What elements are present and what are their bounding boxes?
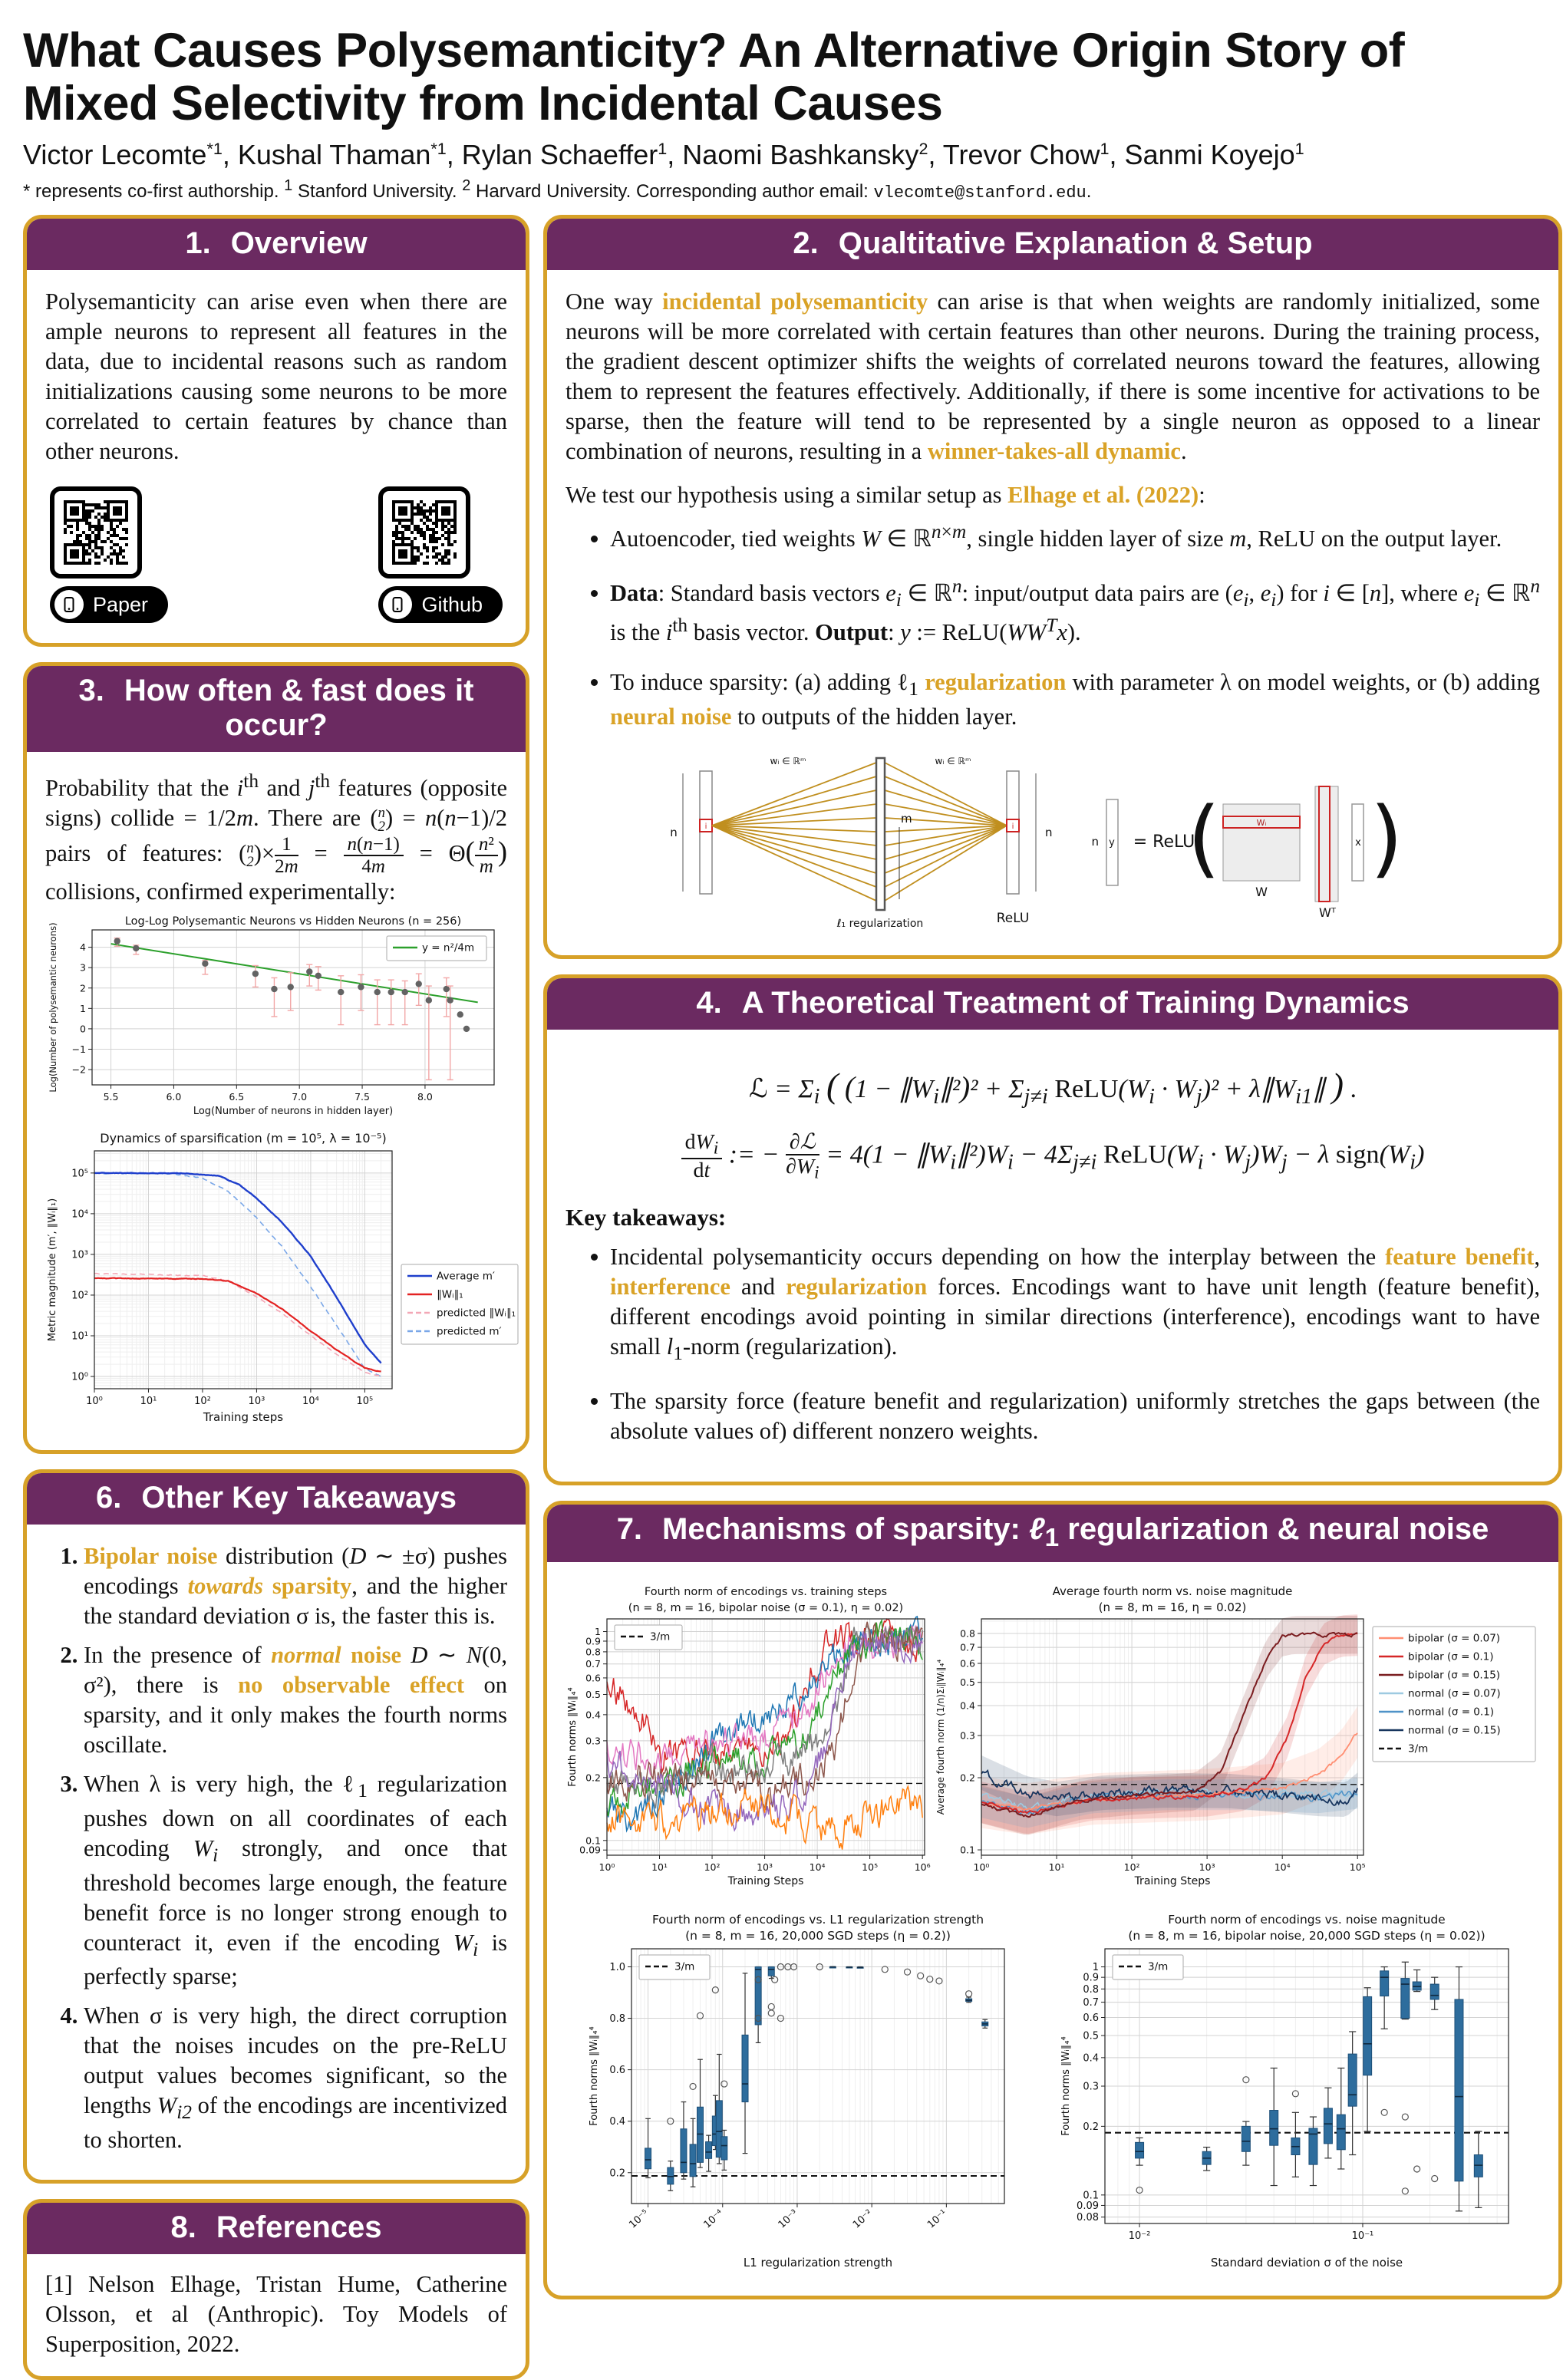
github-qr-unit xyxy=(378,486,503,623)
qr-row xyxy=(50,486,503,623)
section-overview xyxy=(23,215,529,647)
section-how-often xyxy=(23,662,529,1454)
authors-line: Victor Lecomte$^{*1}$, Kushal Thaman$^{*1}$, Rylan Schaeffer$^1$, Naomi Bashkansky$^2$, Trevor Chow$^1$, Sanmi Koyejo$^1$ xyxy=(23,138,1304,170)
svg-text:10⁻³: 10⁻³ xyxy=(776,2207,800,2231)
svg-text:0.1: 0.1 xyxy=(1082,2190,1099,2202)
svg-text:Average fourth norm vs. noise: Average fourth norm vs. noise magnitude xyxy=(1052,1584,1293,1598)
svg-text:0.8: 0.8 xyxy=(960,1627,975,1640)
qualitative-paragraph-1: One way incidental polysemanticity can arise is that when weights are randomly initialized, some neurons will be more correlated with certain features than other neurons. During the training process, the gradient descent optimizer shifts the weights of correlated neurons toward the features, allowing them to represent the features effectively. Additionally, if there is some incentive for activations to be sparse, then the feature will tend to be represented by a single neuron as opposed to a linear combination of neurons, resulting in a winner-takes-all dynamic. xyxy=(566,288,1540,464)
svg-text:normal (σ = 0.1): normal (σ = 0.1) xyxy=(1408,1706,1495,1719)
svg-text:10⁻⁵: 10⁻⁵ xyxy=(626,2207,651,2231)
svg-text:10⁵: 10⁵ xyxy=(1349,1861,1366,1873)
section-heading: Other Key Takeaways xyxy=(141,1481,457,1515)
svg-text:6.5: 6.5 xyxy=(229,1090,245,1103)
svg-text:n: n xyxy=(1045,825,1053,839)
svg-text:−2: −2 xyxy=(71,1063,86,1076)
qualitative-paragraph-2: We test our hypothesis using a similar setup as Elhage et al. (2022): xyxy=(566,481,1205,508)
paper-qr-code xyxy=(50,486,142,579)
svg-text:0.4: 0.4 xyxy=(608,2116,625,2128)
svg-text:0.08: 0.08 xyxy=(1076,2212,1099,2224)
svg-text:0.5: 0.5 xyxy=(1082,2030,1099,2042)
svg-text:5.5: 5.5 xyxy=(103,1090,119,1103)
affiliation-note: * represents co-first authorship. $^1$ Stanford University. $^2$ Harvard University. Corresponding author email: vlecomte@stanford.edu. xyxy=(23,176,1092,203)
svg-text:4: 4 xyxy=(80,941,86,954)
svg-text:0.6: 0.6 xyxy=(1082,2012,1099,2024)
section-heading: Mechanisms of sparsity: ℓ$_1$ regularization & neural noise xyxy=(662,1511,1489,1552)
svg-text:Standard deviation σ of the no: Standard deviation σ of the noise xyxy=(1210,2255,1403,2270)
svg-text:10¹: 10¹ xyxy=(140,1396,157,1408)
svg-text:0.09: 0.09 xyxy=(579,1844,601,1856)
svg-text:(n = 8, m = 16, bipolar noise,: (n = 8, m = 16, bipolar noise, 20,000 SGD steps (η = 0.02)) xyxy=(1127,1928,1486,1943)
svg-text:y: y xyxy=(1109,836,1115,849)
svg-text:bipolar (σ = 0.15): bipolar (σ = 0.15) xyxy=(1408,1669,1501,1682)
phone-icon xyxy=(383,590,412,619)
section-heading: References xyxy=(216,2210,382,2245)
svg-text:Training Steps: Training Steps xyxy=(727,1874,804,1887)
svg-text:Fourth norm of encodings vs. t: Fourth norm of encodings vs. training steps xyxy=(644,1585,888,1598)
svg-text:10⁶: 10⁶ xyxy=(914,1861,931,1873)
chart-fourth-norm-vs-noise-box xyxy=(1059,1909,1519,2280)
svg-text:10⁻²: 10⁻² xyxy=(850,2207,875,2231)
svg-text:3/m: 3/m xyxy=(674,1960,694,1973)
svg-text:1: 1 xyxy=(1092,1961,1099,1973)
svg-text:0.4: 0.4 xyxy=(1082,2052,1099,2065)
section-heading: Qualtitative Explanation & Setup xyxy=(838,226,1313,260)
reference-entry: [1] Nelson Elhage, Tristan Hume, Catherine Olsson, et al (Anthropic). Toy Models of Superposition, 2022. xyxy=(45,2271,507,2358)
svg-text:∥Wᵢ∥₁: ∥Wᵢ∥₁ xyxy=(437,1288,463,1301)
svg-text:predicted ∥Wᵢ∥₁: predicted ∥Wᵢ∥₁ xyxy=(437,1307,516,1320)
autoencoder-diagram xyxy=(566,752,1540,940)
svg-text:0.4: 0.4 xyxy=(585,1709,601,1721)
svg-text:10⁻¹: 10⁻¹ xyxy=(1351,2230,1373,2242)
svg-text:0.7: 0.7 xyxy=(1082,1997,1099,2009)
svg-text:10²: 10² xyxy=(194,1396,211,1408)
svg-text:0.6: 0.6 xyxy=(585,1672,601,1684)
right-column xyxy=(543,215,1562,2299)
svg-text:10²: 10² xyxy=(704,1861,720,1873)
svg-text:0.6: 0.6 xyxy=(608,2065,625,2077)
svg-text:10³: 10³ xyxy=(757,1861,773,1873)
section-references-header xyxy=(27,2203,526,2254)
svg-text:8.0: 8.0 xyxy=(417,1090,433,1103)
svg-text:0.09: 0.09 xyxy=(1076,2200,1099,2212)
svg-text:Fourth norms ∥Wᵢ∥₄⁴: Fourth norms ∥Wᵢ∥₄⁴ xyxy=(588,2026,600,2126)
svg-text:Fourth norm of encodings vs. L: Fourth norm of encodings vs. L1 regularization strength xyxy=(651,1912,984,1927)
svg-text:1: 1 xyxy=(595,1625,601,1637)
phone-icon xyxy=(54,590,84,619)
svg-text:0.3: 0.3 xyxy=(1082,2081,1099,2093)
svg-text:(n = 8, m = 16, bipolar noise: (n = 8, m = 16, bipolar noise (σ = 0.1), η = 0.02) xyxy=(628,1601,904,1614)
paper-link-button[interactable] xyxy=(50,586,168,623)
svg-text:Average fourth norm (1/n)Σᵢ∥Wᵢ: Average fourth norm (1/n)Σᵢ∥Wᵢ∥₄⁴ xyxy=(935,1659,946,1815)
github-qr-code xyxy=(378,486,470,579)
svg-text:Fourth norms ∥Wᵢ∥₄⁴: Fourth norms ∥Wᵢ∥₄⁴ xyxy=(1060,2036,1072,2136)
svg-text:Log(Number of neurons in hidde: Log(Number of neurons in hidden layer) xyxy=(193,1105,394,1117)
paper-qr-unit xyxy=(50,486,168,623)
section-heading: How often & fast does it occur? xyxy=(124,673,474,742)
svg-text:3: 3 xyxy=(80,961,86,974)
svg-text:wᵢ ∈ ℝᵐ: wᵢ ∈ ℝᵐ xyxy=(770,755,806,766)
svg-text:normal (σ = 0.07): normal (σ = 0.07) xyxy=(1408,1687,1501,1700)
svg-text:ℓ₁ regularization: ℓ₁ regularization xyxy=(836,917,924,930)
key-takeaway: • The sparsity force (feature benefit and regularization) uniformly stretches the gaps between (the absolute values of) different nonzero weights. xyxy=(610,1386,1540,1446)
svg-text:m: m xyxy=(901,811,912,826)
svg-text:Wᵀ: Wᵀ xyxy=(1319,905,1336,920)
poster-columns xyxy=(23,215,1540,2380)
section-number: 2. xyxy=(793,226,819,260)
key-takeaway: • Incidental polysemanticity occurs depending on how the interplay between the feature benefit, interference and regularization forces. Encodings want to have unit length (feature benefit), different encodings avoid pointing in similar directions (interference), encodings want to have small $l_1$-norm (regularization). xyxy=(610,1242,1540,1366)
svg-text:i: i xyxy=(704,822,707,831)
svg-text:0.5: 0.5 xyxy=(960,1676,975,1689)
section-mechanisms-header xyxy=(547,1505,1558,1562)
chart-loglog-polysemantic xyxy=(46,910,506,1128)
svg-text:0.7: 0.7 xyxy=(960,1641,975,1653)
svg-text:0.2: 0.2 xyxy=(1082,2121,1099,2133)
svg-text:(: ( xyxy=(1187,788,1221,887)
svg-text:10¹: 10¹ xyxy=(651,1861,668,1873)
section-references xyxy=(23,2199,529,2380)
left-column xyxy=(23,215,529,2380)
svg-text:10⁴: 10⁴ xyxy=(71,1208,88,1221)
svg-text:10⁴: 10⁴ xyxy=(1274,1861,1291,1873)
how-often-body: Probability that the $i^{th}$ and $j^{th}$ features (opposite signs) collide = 1/2m. There are ( n 2 ) = n(n−1)/2 pairs of features: ( n 2 )× $\frac{1}{2m}$ = $\frac{n(n-1)}{4m}$ = Θ( $\frac{\text{n²}}{m}$ ) collisions, confirmed experimentally: xyxy=(45,770,508,905)
section-heading: Overview xyxy=(230,226,368,260)
svg-text:6.0: 6.0 xyxy=(166,1090,182,1103)
paper-link-label: Paper xyxy=(93,592,149,616)
svg-text:0.6: 0.6 xyxy=(960,1657,975,1670)
svg-text:10⁵: 10⁵ xyxy=(862,1861,879,1873)
svg-text:10⁻⁴: 10⁻⁴ xyxy=(701,2207,726,2231)
svg-text:10⁰: 10⁰ xyxy=(598,1861,615,1873)
section-other-takeaways xyxy=(23,1469,529,2184)
svg-text:0.9: 0.9 xyxy=(1082,1972,1099,1984)
svg-text:10³: 10³ xyxy=(71,1249,88,1261)
section-number: 6. xyxy=(96,1481,122,1515)
section-heading: A Theoretical Treatment of Training Dynamics xyxy=(741,985,1410,1020)
svg-text:x: x xyxy=(1355,836,1361,849)
section-theory xyxy=(543,974,1562,1485)
svg-text:10⁰: 10⁰ xyxy=(973,1861,990,1873)
github-link-label: Github xyxy=(421,592,483,616)
takeaways-list xyxy=(45,1541,507,2155)
setup-bullet-list xyxy=(566,519,1540,732)
svg-text:0.8: 0.8 xyxy=(1082,1983,1099,1996)
takeaway-item: 3. When λ is very high, the ℓ$_1$ regularization pushes down on all coordinates of each encoding $W_i$ strongly, and once that threshold becomes large enough, the feature benefit force is no longer strong enough to counteract it, even if the encoding $W_i$ is perfectly sparse; xyxy=(84,1769,507,1992)
svg-text:7.5: 7.5 xyxy=(354,1090,371,1103)
key-takeaways-label: Key takeaways: xyxy=(566,1204,727,1231)
section-number: 8. xyxy=(170,2210,196,2245)
section-overview-header xyxy=(27,219,526,270)
svg-text:bipolar (σ = 0.1): bipolar (σ = 0.1) xyxy=(1408,1650,1494,1663)
svg-text:3/m: 3/m xyxy=(1147,1960,1168,1973)
svg-text:L1 regularization strength: L1 regularization strength xyxy=(743,2255,892,2270)
section-number: 3. xyxy=(78,673,104,707)
svg-text:10⁴: 10⁴ xyxy=(302,1396,319,1408)
takeaway-item: 4. When σ is very high, the direct corruption that the noises incudes on the pre-ReLU output values becomes significant, so the lengths $W_{i2}$ of the encodings are incentivized to shorten. xyxy=(84,2001,507,2155)
svg-text:0.7: 0.7 xyxy=(585,1658,601,1670)
section-number: 4. xyxy=(696,985,722,1020)
section-number: 1. xyxy=(185,226,211,260)
setup-bullet: • Autoencoder, tied weights W ∈ ℝ$^{n\times m}$, single hidden layer of size m, ReLU on the output layer. xyxy=(610,519,1540,554)
svg-text:Metric magnitude (m′, ∥Wᵢ∥₁): Metric magnitude (m′, ∥Wᵢ∥₁) xyxy=(47,1198,58,1342)
svg-text:10¹: 10¹ xyxy=(71,1330,88,1343)
chart-fourth-norm-vs-l1 xyxy=(587,1909,1017,2280)
chart-dynamics-sparsification xyxy=(45,1128,521,1435)
svg-text:i: i xyxy=(1011,822,1014,831)
gradient-equation: $\frac{dW_i}{dt}$ := − $\frac{\text{∂ℒ}}{\partial W_i}$ = $4(1 - \parallel W_i\parallel^2)W_i - 4\Sigma_{j\ne i}$ $ReLU(W_i \cdot W_j)W_j - \lambda$ $sign(W_i)$ xyxy=(566,1131,1540,1183)
svg-text:0.9: 0.9 xyxy=(585,1635,601,1647)
svg-text:(n = 8, m = 16, η = 0.02): (n = 8, m = 16, η = 0.02) xyxy=(1098,1600,1247,1614)
svg-text:n: n xyxy=(1091,834,1099,849)
svg-text:−1: −1 xyxy=(71,1043,86,1055)
svg-text:wᵢ ∈ ℝᵐ: wᵢ ∈ ℝᵐ xyxy=(935,755,971,766)
section-qualitative xyxy=(543,215,1562,959)
svg-text:10²: 10² xyxy=(1123,1861,1140,1873)
svg-text:(n = 8, m = 16, 20,000 SGD ste: (n = 8, m = 16, 20,000 SGD steps (η = 0.2)) xyxy=(684,1928,951,1943)
overview-body: Polysemanticity can arise even when there are ample neurons to represent all features in the data, due to incidental reasons such as random initializations causing some neurons to be more correlated to certain features by chance than other neurons. xyxy=(45,288,507,464)
key-takeaways-list xyxy=(566,1242,1540,1446)
takeaway-item: 2. In the presence of normal noise D ∼ N(0, σ²), there is no observable effect on sparsity, and it only makes the fourth norms oscillate. xyxy=(84,1640,507,1760)
poster-header xyxy=(23,25,1540,203)
chart-fourth-norm-vs-steps xyxy=(566,1581,934,1898)
svg-text:1: 1 xyxy=(80,1002,86,1014)
svg-text:10³: 10³ xyxy=(248,1396,265,1408)
setup-bullet: • To induce sparsity: (a) adding ℓ$_1$ regularization with parameter λ on model weights, or (b) adding neural noise to outputs of the hidden layer. xyxy=(610,668,1540,732)
svg-text:normal (σ = 0.15): normal (σ = 0.15) xyxy=(1408,1724,1501,1737)
svg-text:7.0: 7.0 xyxy=(292,1090,308,1103)
setup-bullet: • Data: Standard basis vectors $e_i$ ∈ ℝ$^n$: input/output data pairs are ($e_i$, $e_i$) for i ∈ [n], where $e_i$ ∈ ℝ$^n$ is the $i^{th}$ basis vector. Output: y := $ReLU(WW^Tx)$. xyxy=(610,574,1540,648)
svg-text:1.0: 1.0 xyxy=(608,1961,625,1973)
svg-text:Wᵢ: Wᵢ xyxy=(1256,817,1267,828)
svg-text:3/m: 3/m xyxy=(1408,1742,1429,1755)
svg-text:10³: 10³ xyxy=(1199,1861,1215,1873)
svg-text:): ) xyxy=(1370,788,1403,887)
section-how-often-header xyxy=(27,666,526,752)
svg-text:Dynamics of sparsification (m: Dynamics of sparsification (m = 10⁵, λ = 10⁻⁵) xyxy=(100,1131,387,1146)
svg-text:Training steps: Training steps xyxy=(203,1410,284,1425)
svg-text:ReLU: ReLU xyxy=(996,910,1030,926)
svg-text:Log(Number of polysemantic neu: Log(Number of polysemantic neurons) xyxy=(48,922,58,1093)
github-link-button[interactable] xyxy=(378,586,503,623)
svg-text:predicted m′: predicted m′ xyxy=(437,1325,502,1338)
svg-text:0.2: 0.2 xyxy=(585,1772,601,1784)
svg-text:0.8: 0.8 xyxy=(585,1646,601,1658)
svg-text:0.4: 0.4 xyxy=(960,1699,975,1712)
section-theory-header xyxy=(547,978,1558,1030)
chart-avg-fourth-norm-vs-noise xyxy=(934,1581,1540,1898)
takeaway-item: 1. Bipolar noise distribution (D ∼ ±σ) pushes encodings towards sparsity, and the higher the standard deviation σ is, the faster this is. xyxy=(84,1541,507,1631)
svg-text:Log-Log Polysemantic Neurons v: Log-Log Polysemantic Neurons vs Hidden Neurons (n = 256) xyxy=(124,915,462,928)
svg-text:0.3: 0.3 xyxy=(585,1735,601,1747)
svg-text:Fourth norms ∥Wᵢ∥₄⁴: Fourth norms ∥Wᵢ∥₄⁴ xyxy=(567,1687,579,1787)
svg-text:0.2: 0.2 xyxy=(608,2167,625,2180)
svg-text:bipolar (σ = 0.07): bipolar (σ = 0.07) xyxy=(1408,1632,1501,1645)
svg-text:0: 0 xyxy=(80,1023,86,1035)
svg-text:0.1: 0.1 xyxy=(585,1834,601,1847)
svg-text:0.2: 0.2 xyxy=(960,1772,975,1784)
svg-text:n: n xyxy=(670,825,678,839)
svg-text:0.8: 0.8 xyxy=(608,2012,625,2025)
svg-text:y = n²/4m: y = n²/4m xyxy=(422,941,475,954)
svg-text:10⁵: 10⁵ xyxy=(71,1168,88,1180)
svg-text:10⁻²: 10⁻² xyxy=(1128,2230,1150,2242)
section-mechanisms xyxy=(543,1501,1562,2299)
svg-text:10⁰: 10⁰ xyxy=(86,1396,103,1408)
svg-text:0.5: 0.5 xyxy=(585,1688,601,1700)
svg-text:2: 2 xyxy=(80,982,86,994)
svg-text:10⁴: 10⁴ xyxy=(809,1861,826,1873)
svg-text:10⁻¹: 10⁻¹ xyxy=(925,2207,949,2231)
section-other-takeaways-header xyxy=(27,1473,526,1525)
svg-text:Fourth norm of encodings vs. n: Fourth norm of encodings vs. noise magnitude xyxy=(1167,1912,1446,1927)
svg-text:0.1: 0.1 xyxy=(960,1844,975,1856)
section-qualitative-header xyxy=(547,219,1558,270)
svg-text:0.3: 0.3 xyxy=(960,1729,975,1742)
svg-text:= ReLU: = ReLU xyxy=(1133,832,1195,852)
svg-text:10⁰: 10⁰ xyxy=(71,1371,88,1383)
section-number: 7. xyxy=(616,1511,643,1546)
poster-title: What Causes Polysemanticity? An Alternative Origin Story of Mixed Selectivity from Incidental Causes xyxy=(23,24,1405,131)
svg-text:3/m: 3/m xyxy=(650,1630,671,1643)
loss-equation: ℒ = $\Sigma_i$ ( $(1 - \parallel W_i\parallel^2)^2 + \Sigma_{j\ne i}$ $ReLU(W_i \cdot W_j)^2$ + $\lambda\parallel W_{i1}\parallel$ ) . xyxy=(748,1065,1357,1109)
svg-text:10¹: 10¹ xyxy=(1048,1861,1065,1873)
svg-text:W: W xyxy=(1255,884,1268,899)
svg-text:10²: 10² xyxy=(71,1290,88,1302)
svg-text:Training Steps: Training Steps xyxy=(1134,1874,1211,1887)
svg-text:10⁵: 10⁵ xyxy=(356,1396,374,1408)
svg-text:Average m′: Average m′ xyxy=(437,1270,495,1283)
